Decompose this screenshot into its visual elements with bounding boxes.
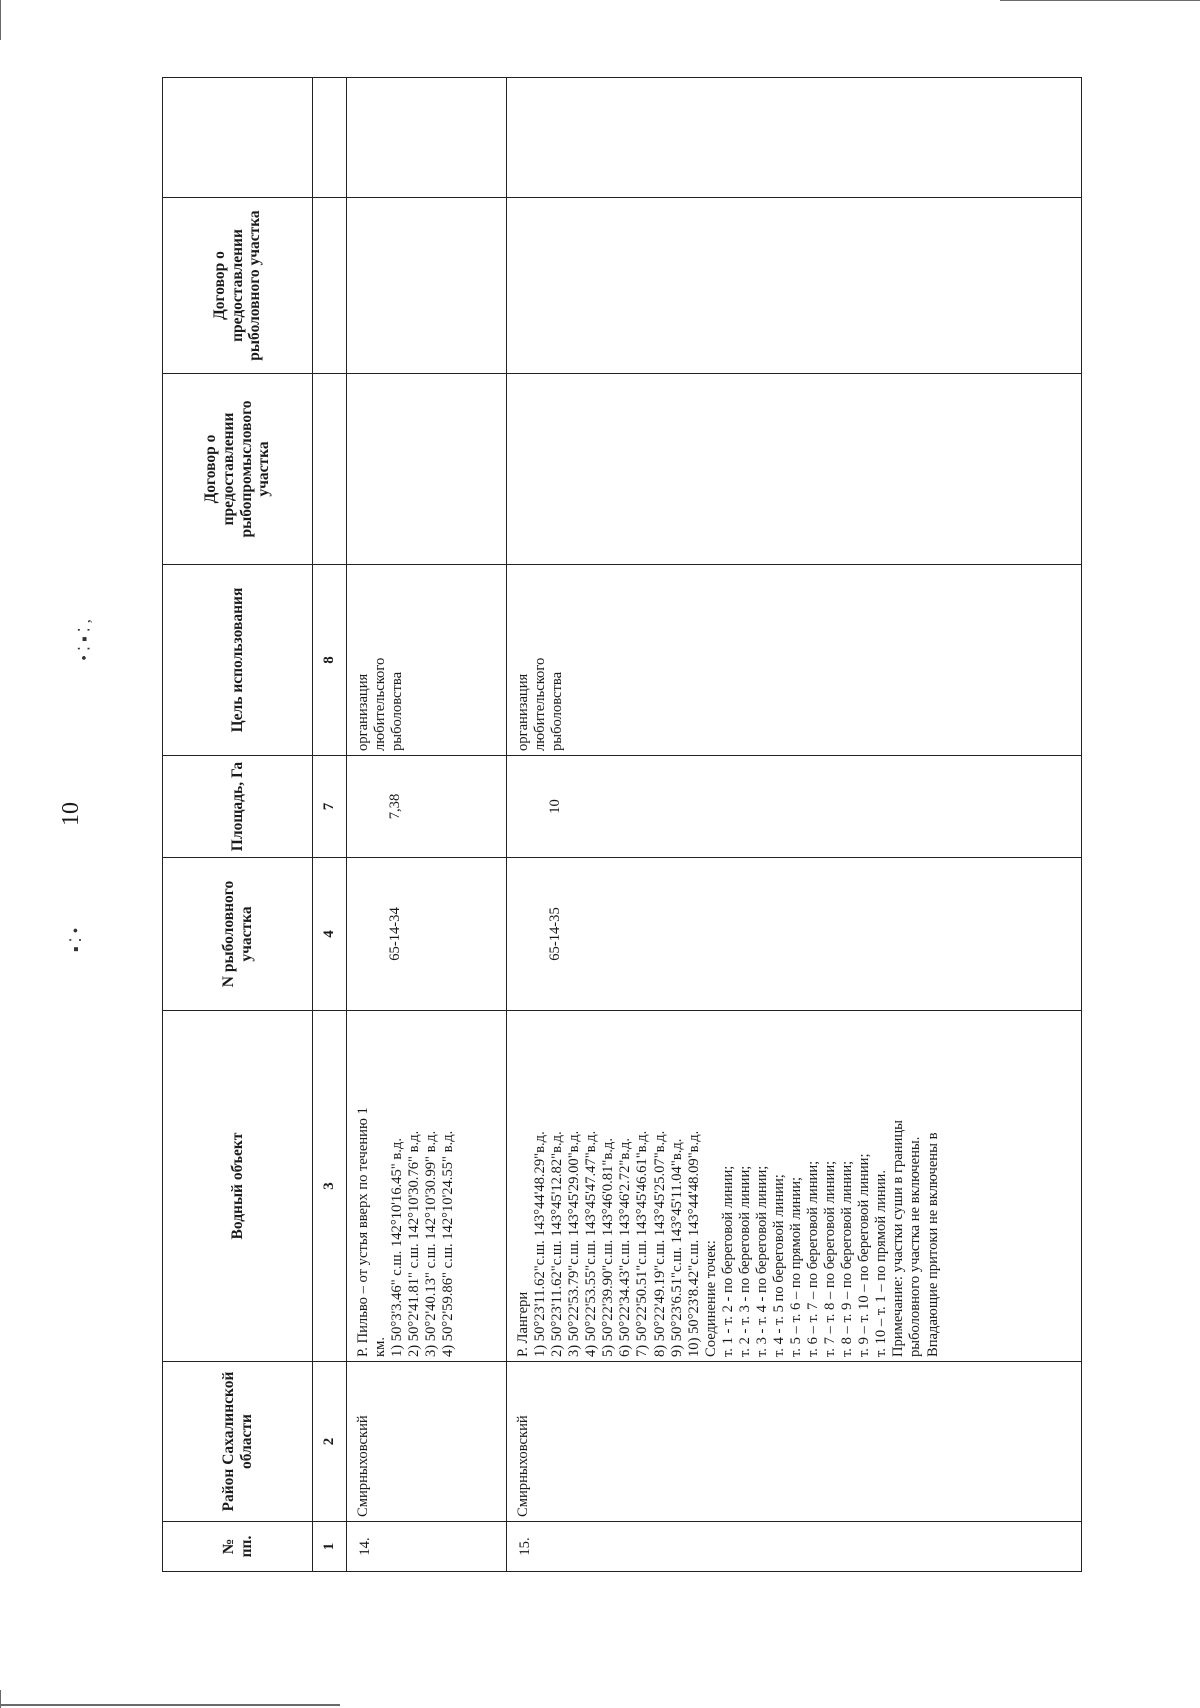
fishing-plots-table xyxy=(162,77,1082,1572)
connection-line: т. 6 – т. 7 – по береговой линии; xyxy=(805,1160,822,1357)
scan-edge-bottom xyxy=(0,1704,340,1706)
column-number: 7 xyxy=(313,756,347,858)
purpose-line: рыболовства xyxy=(549,671,566,751)
coordinate-line: 2) 50°2'41.81" с.ш. 142°10'30.76" в.д. xyxy=(406,1130,423,1357)
purpose-line: организация xyxy=(515,673,531,751)
coordinate-line: 7) 50°22'50.51"с.ш. 143°45'46.61"в.д. xyxy=(634,1130,651,1357)
purpose-cell xyxy=(507,565,1082,756)
table-row xyxy=(347,78,507,1572)
fishing-contract-cell xyxy=(347,198,507,374)
water-object-line: км. xyxy=(372,1337,389,1357)
connection-line: т. 4 - т. 5 по береговой линии; xyxy=(770,1174,787,1357)
header-purpose: Цель использования xyxy=(163,565,313,756)
column-number xyxy=(313,374,347,565)
connection-line: т. 1 - т. 2 - по береговой линии; xyxy=(719,1165,736,1357)
fishing-contract-cell xyxy=(507,198,1082,374)
coordinate-line: 3) 50°22'53.79"с.ш. 143°45'29.00"в.д. xyxy=(566,1130,583,1357)
page-number: 10 xyxy=(58,802,84,826)
connection-line: т. 10 – т. 1 – по прямой линии. xyxy=(873,1170,890,1357)
header-plot-number: N рыболовного участка xyxy=(163,858,313,1011)
area-cell: 10 xyxy=(507,756,1082,858)
connection-line: т. 9 – т. 10 – по береговой линии; xyxy=(856,1153,873,1357)
column-number: 1 xyxy=(313,1522,347,1572)
connection-heading: Соединение точек: xyxy=(702,1240,719,1357)
row-number: 15. xyxy=(507,1522,1082,1572)
column-number xyxy=(313,78,347,198)
connection-line: т. 8 – т. 9 – по береговой линии; xyxy=(839,1160,856,1357)
column-number: 2 xyxy=(313,1362,347,1522)
coordinate-line: 3) 50°2'40.13" с.ш. 142°10'30.99" в.д. xyxy=(423,1130,440,1357)
water-object-cell xyxy=(507,1011,1082,1362)
connection-line: т. 7 – т. 8 – по береговой линии; xyxy=(822,1160,839,1357)
column-number: 8 xyxy=(313,565,347,756)
blank-cell xyxy=(347,78,507,198)
plot-number-cell: 65-14-35 xyxy=(507,858,1082,1011)
scan-edge-left xyxy=(0,0,1,40)
scan-dots: • ⁚ ▪ ⁚ , xyxy=(76,619,94,661)
table-header-row xyxy=(163,78,313,1572)
coordinate-line: 2) 50°23'11.62"с.ш. 143°45'12.82"в.д. xyxy=(549,1131,566,1357)
water-object-line: Р. Пильво – от устья вверх по течению 1 xyxy=(355,1107,371,1357)
purpose-line: рыболовства xyxy=(389,671,406,751)
coordinate-line: 10) 50°23'8.42"с.ш. 143°44'48.09"в.д. xyxy=(685,1130,702,1357)
district-cell: Смирныховский xyxy=(507,1362,1082,1522)
header-fishing-contract: Договор о предоставлении рыболовного участка xyxy=(163,198,313,374)
header-number: № пп. xyxy=(163,1522,313,1572)
coordinate-line: 5) 50°22'39.90"с.ш. 143°46'0.81"в.д. xyxy=(600,1138,617,1357)
connection-line: т. 3 - т. 4 - по береговой линии; xyxy=(753,1165,770,1357)
fishing-plots-table-rotated xyxy=(162,78,1082,1572)
blank-cell xyxy=(507,78,1082,198)
scan-edge-top xyxy=(1000,0,1200,1)
commercial-contract-cell xyxy=(347,374,507,565)
purpose-line: организация xyxy=(355,673,371,751)
coordinate-line: 4) 50°22'53.55"с.ш. 143°45'47.47"в.д. xyxy=(583,1130,600,1357)
note-line: рыболовного участка не включены. xyxy=(907,1136,924,1357)
scan-edge-left-bottom xyxy=(0,1690,1,1708)
scan-dots-2: ▪ ⁚ • xyxy=(68,927,86,953)
coordinate-line: 1) 50°3'3.46" с.ш. 142°10'16.45" в.д. xyxy=(389,1138,406,1357)
header-area: Площадь, Га xyxy=(163,756,313,858)
purpose-cell xyxy=(347,565,507,756)
column-number-row xyxy=(313,78,347,1572)
header-commercial-contract: Договор о предоставлении рыбопромыслового участка xyxy=(163,374,313,565)
table-row xyxy=(507,78,1082,1572)
coordinate-line: 6) 50°22'34.43"с.ш. 143°46'2.72"в.д. xyxy=(617,1138,634,1357)
purpose-line: любительского xyxy=(372,657,389,751)
note-line: Впадающие притоки не включены в xyxy=(924,1132,941,1357)
coordinate-line: 8) 50°22'49.19"с.ш. 143°45'25.07"в.д. xyxy=(651,1130,668,1357)
note-line: Примечание: участки суши в границы xyxy=(890,1120,907,1357)
connection-line: т. 5 – т. 6 – по прямой линии; xyxy=(788,1176,804,1357)
area-cell: 7,38 xyxy=(347,756,507,858)
commercial-contract-cell xyxy=(507,374,1082,565)
purpose-line: любительского xyxy=(532,657,549,751)
header-district: Район Сахалинской области xyxy=(163,1362,313,1522)
coordinate-line: 4) 50°2'59.86" с.ш. 142°10'24.55" в.д. xyxy=(440,1130,457,1357)
column-number xyxy=(313,198,347,374)
column-number: 4 xyxy=(313,858,347,1011)
connection-line: т. 2 - т. 3 - по береговой линии; xyxy=(736,1165,753,1357)
plot-number-cell: 65-14-34 xyxy=(347,858,507,1011)
coordinate-line: 9) 50°23'6.51"с.ш. 143°45'11.04"в.д. xyxy=(668,1138,685,1357)
district-cell: Смирныховский xyxy=(347,1362,507,1522)
header-water-object: Водный объект xyxy=(163,1011,313,1362)
water-object-cell xyxy=(347,1011,507,1362)
row-number: 14. xyxy=(347,1522,507,1572)
column-number: 3 xyxy=(313,1011,347,1362)
header-blank xyxy=(163,78,313,198)
coordinate-line: 1) 50°23'11.62"с.ш. 143°44'48.29"в.д. xyxy=(532,1131,549,1357)
water-object-line: Р. Лангери xyxy=(515,1291,531,1357)
